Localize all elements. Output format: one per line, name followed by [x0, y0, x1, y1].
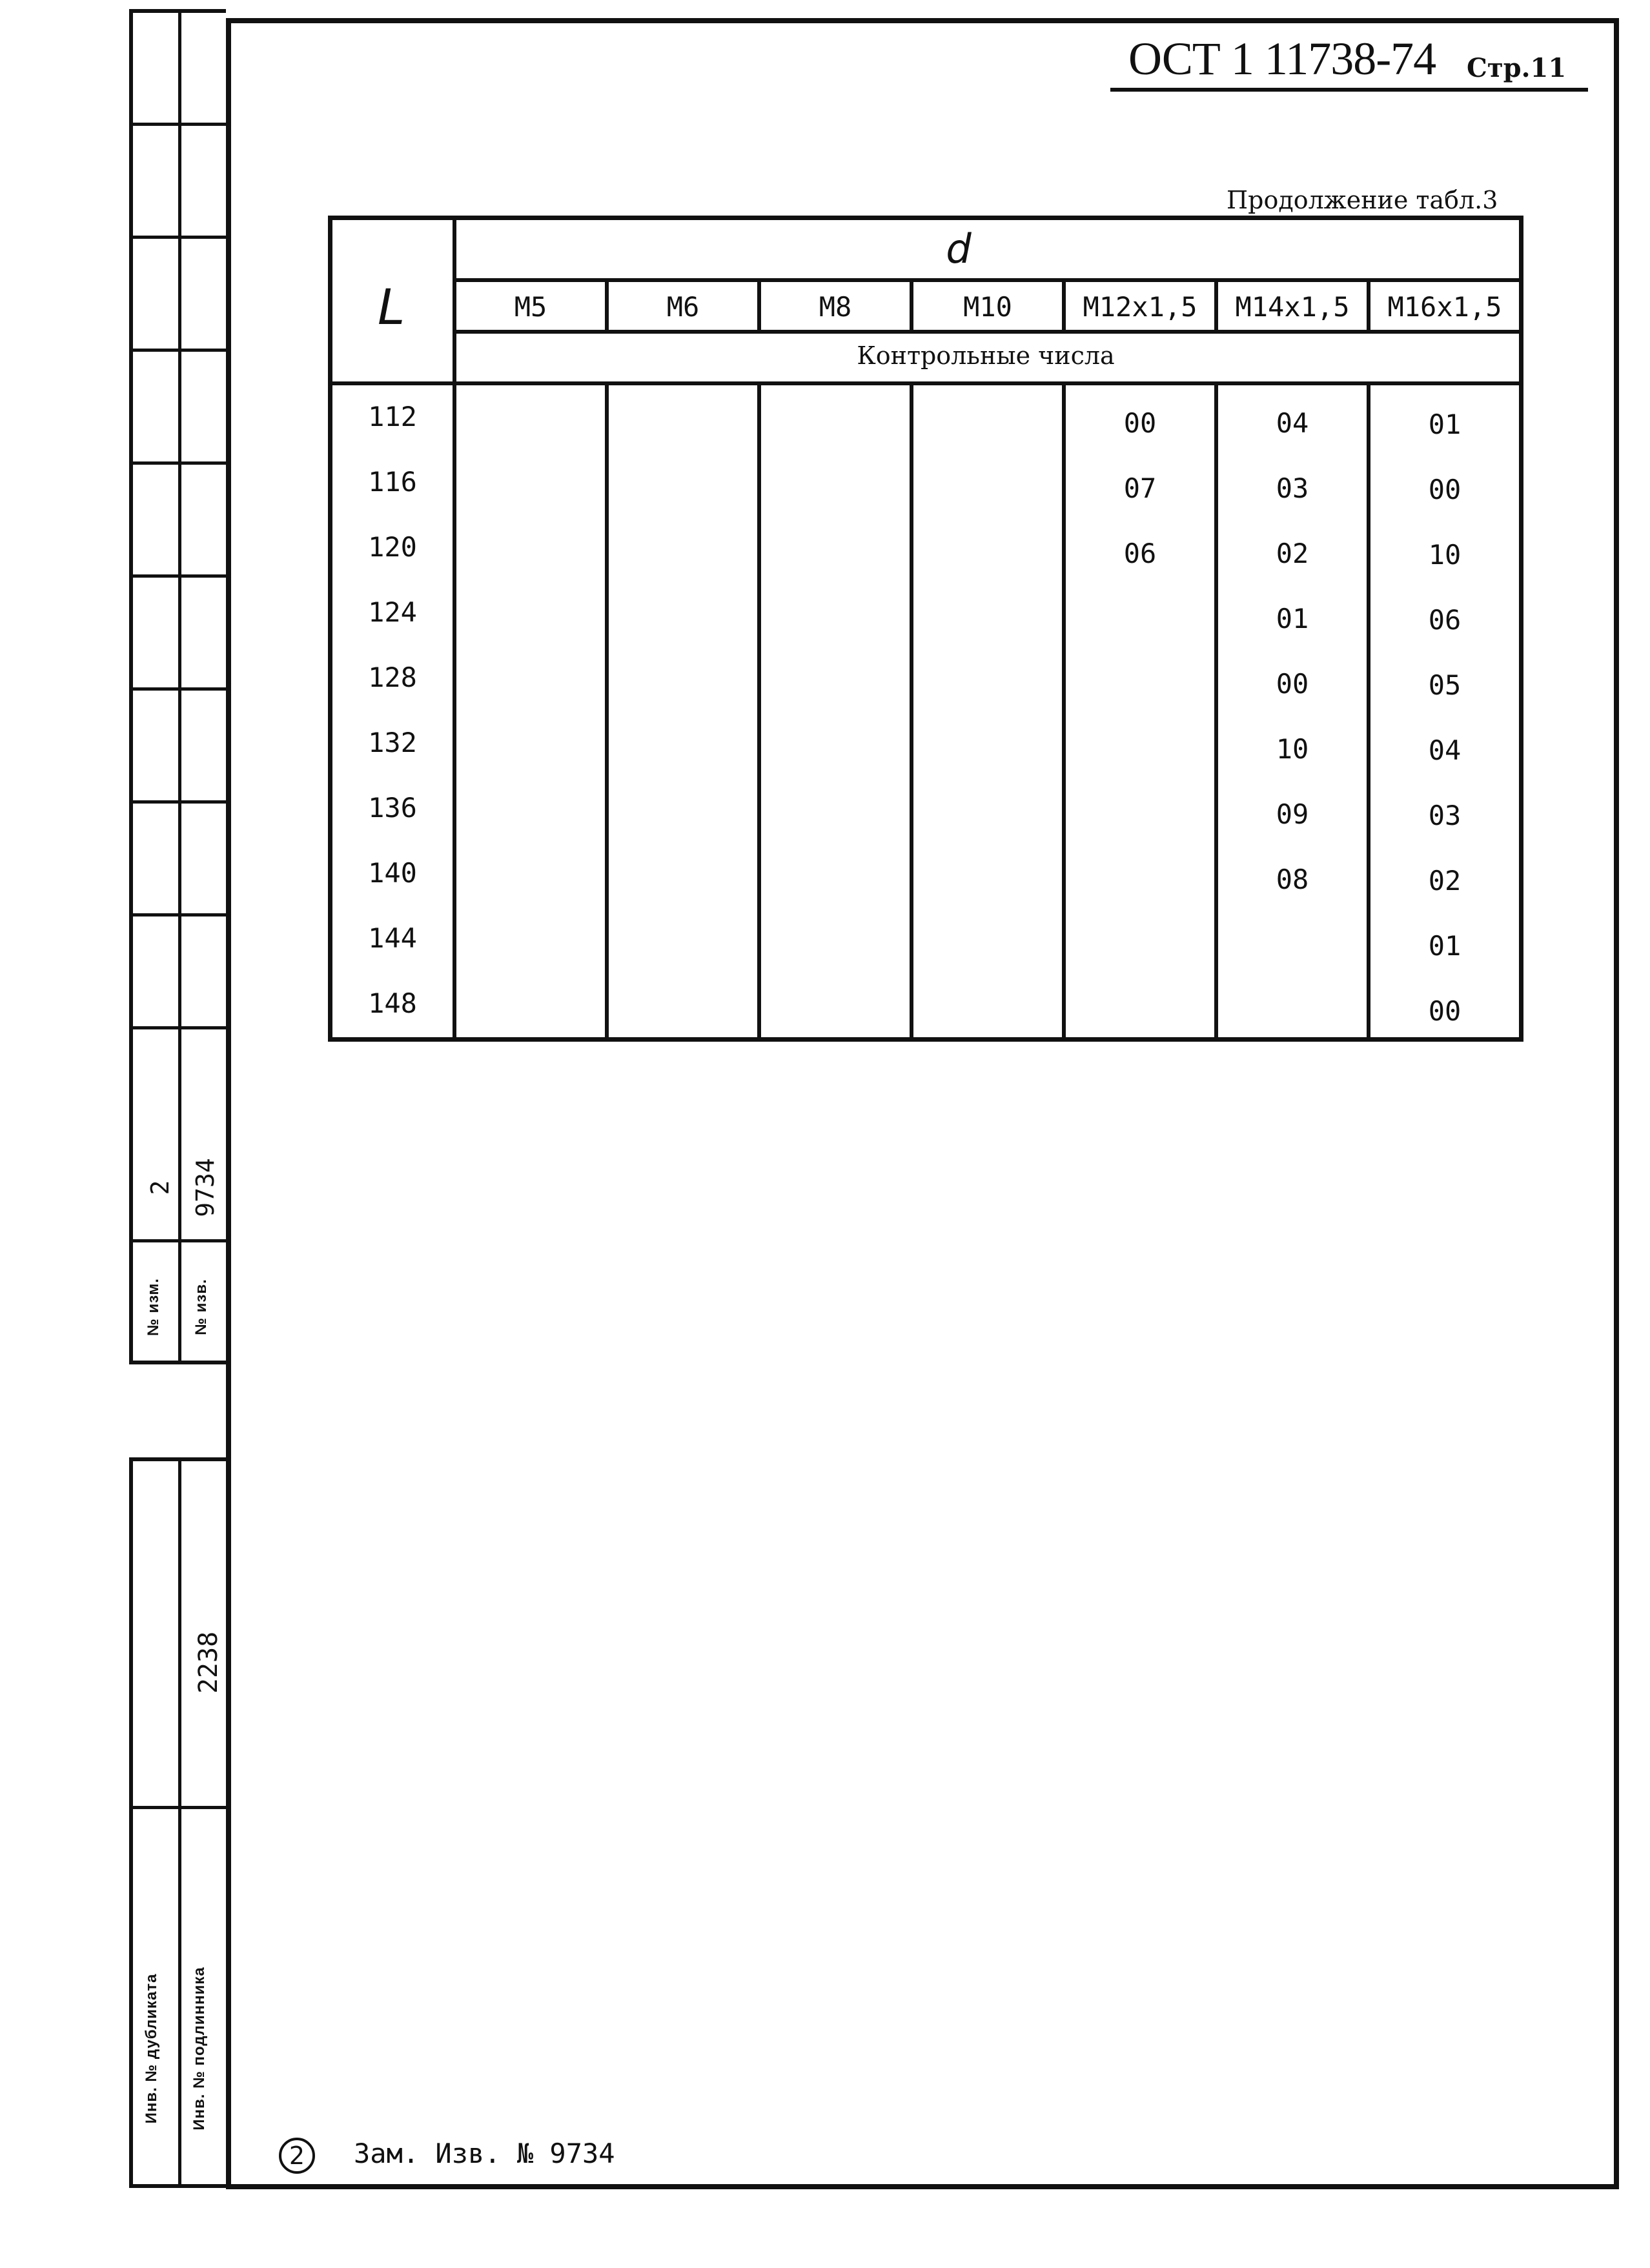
column-rule — [605, 381, 609, 1037]
table-cell: 07 — [1123, 472, 1157, 504]
change-notice-text: Зам. Изв. № 9734 — [354, 2138, 615, 2169]
change-number-value: 2 — [146, 1180, 174, 1195]
subheader-control-numbers: Контрольные числа — [857, 341, 1115, 370]
row-L-value: 124 — [368, 596, 417, 628]
column-group-header-d: d — [946, 225, 972, 272]
table-cell: 01 — [1428, 409, 1462, 440]
strip-line — [133, 349, 230, 352]
strip-line — [133, 236, 230, 239]
notice-number-label: № изв. — [192, 1279, 210, 1335]
header-underline — [1110, 88, 1588, 92]
page-number: Стр.11 — [1467, 53, 1567, 83]
table-cell: 00 — [1276, 668, 1309, 700]
row-L-value: 140 — [368, 857, 417, 889]
column-header: M16x1,5 — [1387, 291, 1502, 323]
strip-line — [133, 461, 230, 465]
change-number-circle: 2 — [279, 2138, 315, 2174]
column-header: M8 — [819, 291, 852, 323]
document-code: ОСТ 1 11738-74 — [1128, 33, 1436, 85]
duplicate-inventory-label: Инв. № дубликата — [143, 1973, 160, 2124]
control-numbers-table — [328, 216, 1523, 1042]
strip-divider — [178, 1461, 181, 2184]
original-inventory-label: Инв. № подлинника — [190, 1967, 208, 2131]
table-cell: 00 — [1428, 995, 1462, 1027]
original-inventory-value: 2238 — [194, 1631, 223, 1694]
column-header: M12x1,5 — [1083, 291, 1197, 323]
row-header-L: L — [378, 278, 405, 336]
margin-strip-bottom — [129, 1457, 226, 2188]
column-rule — [757, 381, 761, 1037]
row-L-value: 148 — [368, 987, 417, 1019]
strip-line — [133, 1239, 230, 1242]
table-cell: 10 — [1428, 539, 1462, 571]
strip-divider — [178, 13, 181, 1361]
row-L-value: 136 — [368, 792, 417, 824]
strip-line — [133, 1026, 230, 1029]
header-rule — [453, 278, 1519, 282]
strip-line — [133, 123, 230, 126]
strip-line — [133, 1806, 230, 1809]
table-cell: 04 — [1276, 407, 1309, 439]
column-header: M5 — [514, 291, 547, 323]
table-cell: 02 — [1276, 538, 1309, 569]
row-L-value: 132 — [368, 727, 417, 758]
table-continuation-label: Продолжение табл.3 — [1227, 186, 1498, 214]
column-header: M14x1,5 — [1235, 291, 1350, 323]
row-L-value: 144 — [368, 922, 417, 954]
change-number-label: № изм. — [145, 1278, 162, 1336]
column-rule — [910, 381, 913, 1037]
strip-line — [133, 913, 230, 916]
header-rule — [453, 330, 1519, 334]
margin-strip-top — [129, 9, 226, 1364]
header-rule — [332, 381, 1519, 385]
table-cell: 03 — [1276, 472, 1309, 504]
table-cell: 02 — [1428, 865, 1462, 896]
table-cell: 06 — [1428, 604, 1462, 636]
table-cell: 04 — [1428, 734, 1462, 766]
table-cell: 08 — [1276, 864, 1309, 895]
notice-number-value: 9734 — [191, 1158, 219, 1217]
table-cell: 00 — [1428, 474, 1462, 505]
table-cell: 09 — [1276, 798, 1309, 830]
table-cell: 01 — [1276, 603, 1309, 634]
strip-line — [133, 687, 230, 691]
row-L-value: 128 — [368, 662, 417, 693]
column-header: M6 — [666, 291, 700, 323]
table-cell: 03 — [1428, 800, 1462, 831]
table-cell: 06 — [1123, 538, 1157, 569]
strip-line — [133, 800, 230, 804]
table-cell: 00 — [1123, 407, 1157, 439]
strip-line — [133, 574, 230, 578]
table-cell: 01 — [1428, 930, 1462, 962]
row-L-value: 116 — [368, 466, 417, 498]
row-L-value: 120 — [368, 531, 417, 563]
table-cell: 10 — [1276, 733, 1309, 765]
row-L-value: 112 — [368, 401, 417, 432]
column-header: M10 — [963, 291, 1012, 323]
table-cell: 05 — [1428, 669, 1462, 701]
